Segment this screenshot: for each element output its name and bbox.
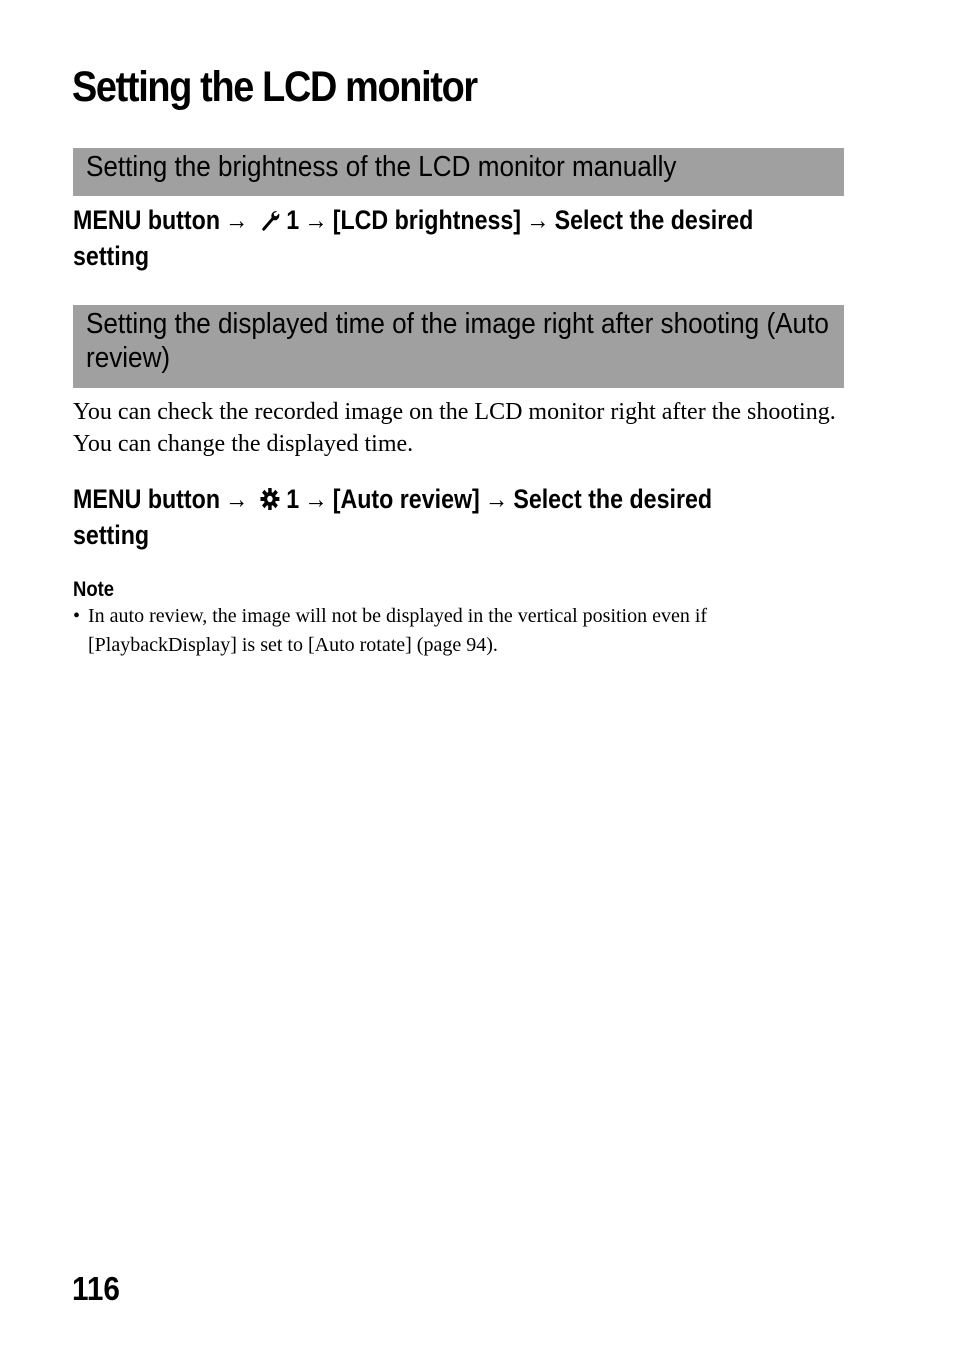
arrow-icon: → — [304, 484, 328, 514]
note-text: In auto review, the image will not be displayed in the vertical position even if [PlaybackDisplay] is set to [Auto rotate] (page 94). — [88, 605, 708, 656]
tab-number: 1 — [286, 205, 300, 235]
instruction-action: Select the desired — [513, 484, 713, 514]
page-number: 116 — [72, 1270, 120, 1307]
menu-button-label: MENU button — [73, 484, 221, 514]
instruction-line-2: setting — [73, 520, 150, 550]
section-heading-auto-review — [73, 305, 844, 388]
instruction-line-1 — [73, 481, 795, 517]
menu-button-label: MENU button — [73, 205, 221, 235]
body-paragraph: You can check the recorded image on the LCD monitor right after the shooting. You can change the displayed time. — [73, 399, 836, 457]
section-heading-text: Setting the displayed time of the image right after shooting (Auto review) — [86, 308, 829, 374]
gear-icon — [259, 487, 281, 511]
note-label: Note — [73, 578, 115, 601]
arrow-icon: → — [526, 205, 550, 235]
arrow-icon: → — [484, 484, 509, 514]
menu-item-lcd-brightness: [LCD brightness] — [332, 205, 522, 235]
section-heading-text: Setting the brightness of the LCD monitor manually — [86, 151, 677, 183]
tab-number: 1 — [286, 484, 300, 514]
instruction-action: Select the desired — [554, 205, 754, 235]
arrow-icon: → — [225, 484, 249, 514]
section-heading-lcd-brightness — [73, 148, 844, 196]
instruction-auto-review — [73, 481, 795, 553]
note-list-item — [73, 602, 833, 660]
menu-item-auto-review: [Auto review] — [332, 484, 480, 514]
wrench-icon — [259, 208, 281, 232]
arrow-icon: → — [225, 205, 249, 235]
instruction-line-1 — [73, 202, 795, 238]
instruction-lcd-brightness — [73, 202, 795, 274]
arrow-icon: → — [304, 205, 328, 235]
page-title: Setting the LCD monitor — [72, 63, 477, 111]
instruction-line-2: setting — [73, 241, 150, 271]
bullet-icon: • — [73, 605, 81, 627]
